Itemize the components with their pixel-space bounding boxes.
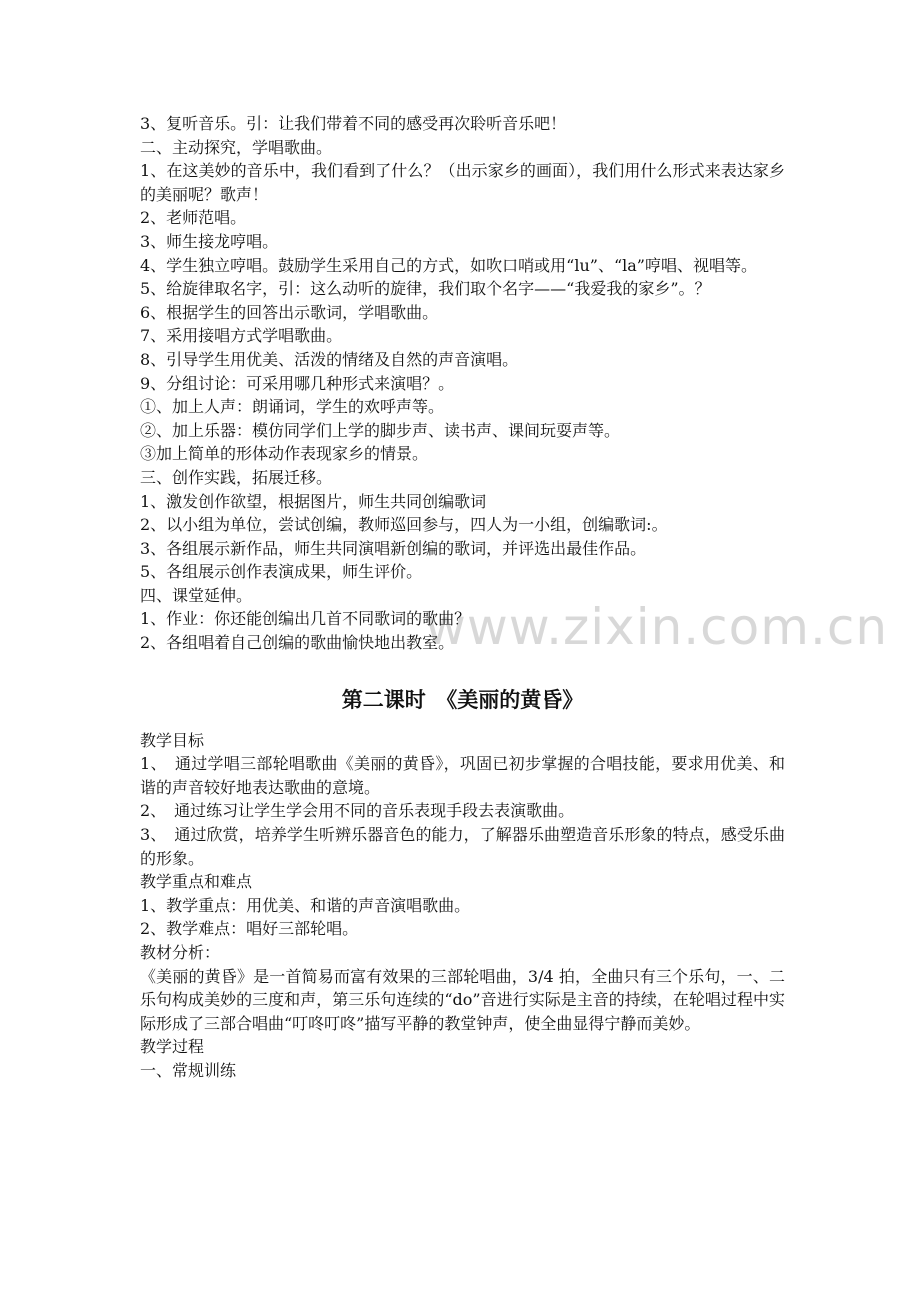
text-line: 6、根据学生的回答出示歌词，学唱歌曲。 [140,302,439,322]
text-line: ②、加上乐器：模仿同学们上学的脚步声、读书声、课间玩耍声等。 [140,420,621,440]
text-line: 教学目标 [140,730,205,750]
text-line: 2、以小组为单位，尝试创编，教师巡回参与，四人为一小组，创编歌词:。 [140,515,668,535]
text-line: ①、加上人声：朗诵词，学生的欢呼声等。 [140,397,445,417]
section-lesson1 [140,112,785,655]
text-line: 5、给旋律取名字，引：这么动听的旋律，我们取个名字——“我爱我的家乡”。？ [140,279,711,299]
text-line: 2、 通过练习让学生学会用不同的音乐表现手段去表演歌曲。 [140,801,575,821]
text-line: 四、课堂延伸。 [140,585,253,605]
text-line: 9、分组讨论：可采用哪几种形式来演唱？。 [140,373,455,393]
text-line: 7、采用接唱方式学唱歌曲。 [140,326,343,346]
text-line: 1、在这美妙的音乐中，我们看到了什么？（出示家乡的画面），我们用什么形式来表达家乡的美丽呢？歌声！ [140,161,785,204]
text-line: ③加上简单的形体动作表现家乡的情景。 [140,444,429,464]
text-line: 1、作业：你还能创编出几首不同歌词的歌曲？ [140,609,471,629]
text-line: 5、各组展示创作表演成果，师生评价。 [140,562,423,582]
text-line: 2、老师范唱。 [140,208,247,228]
text-line: 3、复听音乐。引：让我们带着不同的感受再次聆听音乐吧！ [140,114,567,133]
text-line: 教学过程 [140,1037,205,1057]
text-line: 教学重点和难点 [140,872,253,892]
text-line: 3、师生接龙哼唱。 [140,231,279,251]
text-line: 2、教学难点：唱好三部轮唱。 [140,919,359,939]
text-line: 4、学生独立哼唱。鼓励学生采用自己的方式，如吹口哨或用“lu”、“la”哼唱、视唱等。 [140,255,757,275]
text-line: 《美丽的黄昏》是一首简易而富有效果的三部轮唱曲，3/4 拍，全曲只有三个乐句，一、二乐句构成美妙的三度和声，第三乐句连续的“do”音进行实际是主音的持续，在轮唱过程中实际形成了三部合唱曲“叮咚叮咚”描写平静的教堂钟声，使全曲显得宁静而美妙。 [140,966,785,1033]
text-line: 2、各组唱着自己创编的歌曲愉快地出教室。 [140,633,455,653]
text-line: 3、 通过欣赏，培养学生听辨乐器音色的能力，了解器乐曲塑造音乐形象的特点，感受乐曲的形象。 [140,825,785,868]
text-line: 8、引导学生用优美、活泼的情绪及自然的声音演唱。 [140,349,519,369]
text-line: 教材分析： [140,943,221,962]
text-line: 三、创作实践，拓展迁移。 [140,467,333,487]
watermark: www.zixin.com.cn [425,598,889,656]
section-lesson2 [140,729,785,1083]
text-line: 1、教学重点：用优美、和谐的声音演唱歌曲。 [140,895,471,915]
lesson-heading: 第二课时 《美丽的黄昏》 [341,687,584,712]
document-page [140,112,785,1083]
text-line: 1、 通过学唱三部轮唱歌曲《美丽的黄昏》，巩固已初步掌握的合唱技能，要求用优美、和谐的声音较好地表达歌曲的意境。 [140,754,785,797]
text-line: 二、主动探究，学唱歌曲。 [140,137,333,157]
text-line: 1、激发创作欲望，根据图片，师生共同创编歌词 [140,491,487,511]
text-line: 3、各组展示新作品，师生共同演唱新创编的歌词，并评选出最佳作品。 [140,538,647,558]
text-line: 一、常规训练 [140,1060,237,1080]
